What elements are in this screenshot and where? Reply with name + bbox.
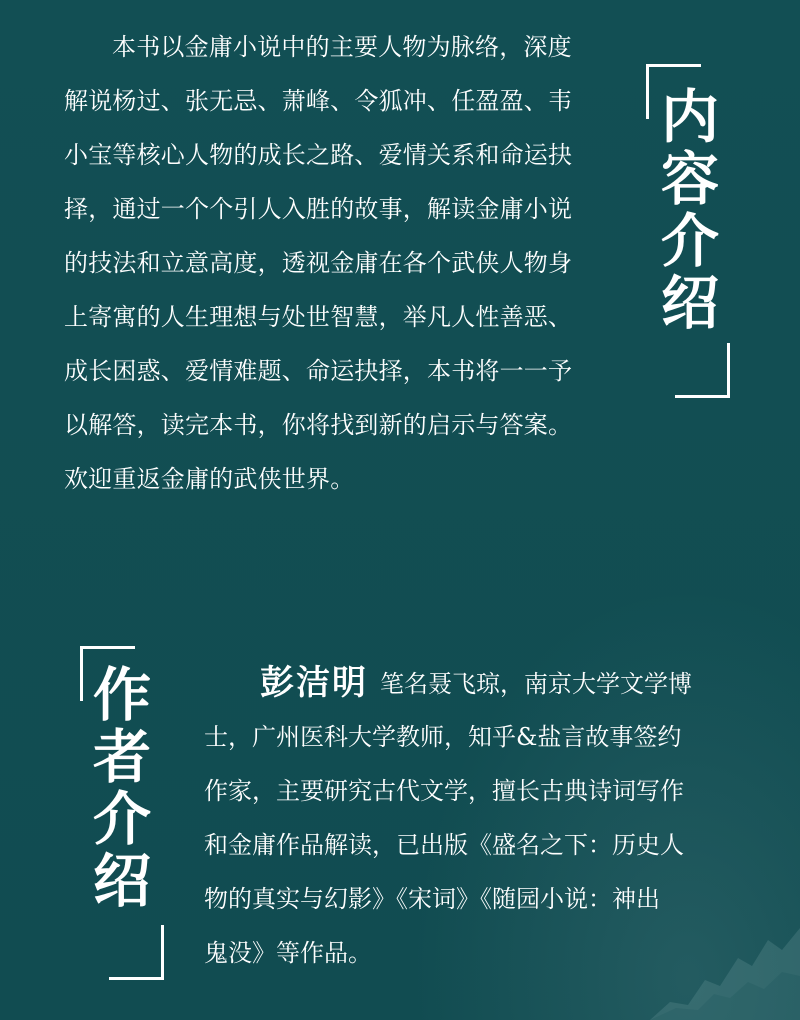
author-line: 士，广州医科大学教师，知乎&盐言故事签约 (204, 723, 682, 751)
intro-line: 择，通过一个个引人入胜的故事，解读金庸小说 (64, 195, 573, 223)
author-name: 彭洁明 (260, 663, 368, 703)
author-line: 和金庸作品解读，已出版《盛名之下：历史人 (204, 831, 684, 859)
author-title-block (74, 638, 170, 988)
title-char: 绍 (92, 847, 151, 915)
title-char: 内 (660, 83, 719, 151)
intro-line: 本书以金庸小说中的主要人物为脉络，深度 (112, 33, 572, 61)
mountain-decoration (650, 910, 800, 1020)
title-char: 作 (92, 661, 151, 729)
author-line: 物的真实与幻影》《宋词》《随园小说：神出 (204, 885, 660, 913)
title-char: 介 (660, 207, 719, 275)
intro-line: 成长困惑、爱情难题、命运抉择，本书将一一予 (64, 357, 573, 385)
author-line-text: 笔名聂飞琼，南京大学文学博 (380, 670, 692, 698)
title-char: 介 (92, 785, 151, 853)
intro-paragraph (64, 20, 629, 506)
intro-title-block (640, 56, 736, 406)
corner-bracket-bottom (675, 343, 730, 398)
title-char: 者 (92, 723, 151, 791)
title-char: 绍 (660, 269, 719, 337)
title-char: 容 (660, 145, 719, 213)
intro-line: 的技法和立意高度，透视金庸在各个武侠人物身 (64, 249, 573, 277)
author-vertical-title (88, 661, 156, 915)
intro-line: 小宝等核心人物的成长之路、爱情关系和命运抉 (64, 141, 573, 169)
intro-line: 欢迎重返金庸的武侠世界。 (64, 465, 355, 493)
author-line: 鬼没》等作品。 (204, 939, 372, 967)
intro-line: 上寄寓的人生理想与处世智慧，举凡人性善恶、 (64, 303, 573, 331)
author-first-line (204, 656, 744, 710)
intro-vertical-title (656, 83, 724, 337)
intro-line: 解说杨过、张无忌、萧峰、令狐冲、任盈盈、韦 (64, 87, 573, 115)
intro-line: 以解答，读完本书，你将找到新的启示与答案。 (64, 411, 573, 439)
author-line: 作家，主要研究古代文学，擅长古典诗词写作 (204, 777, 684, 805)
corner-bracket-bottom (109, 925, 164, 980)
